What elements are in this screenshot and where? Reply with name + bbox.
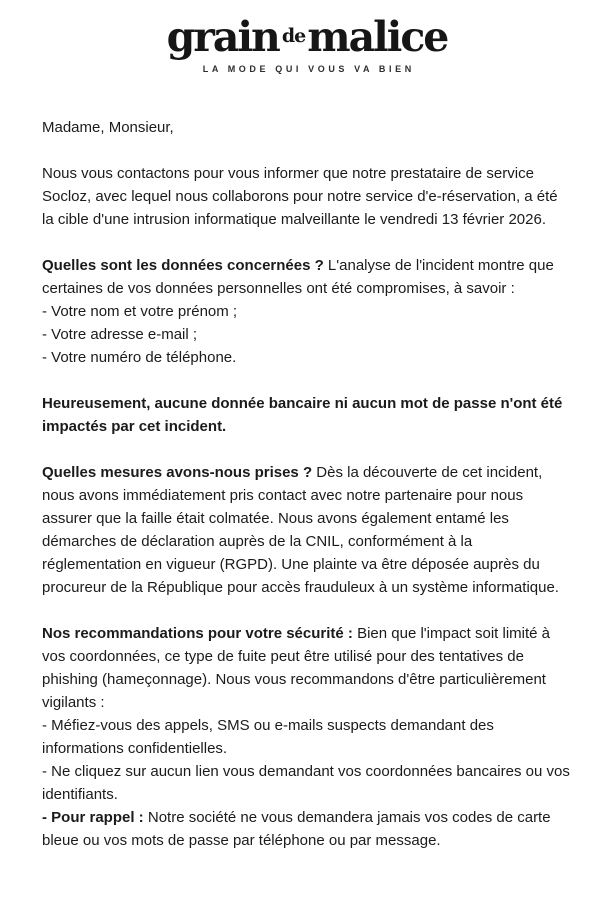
reminder-text: Notre société ne vous demandera jamais vos codes de carte bleue ou vos mots de passe par téléphone ou par message. (42, 809, 551, 850)
recommendation-item-calls: - Méfiez-vous des appels, SMS ou e-mails suspects demandant des informations confidentielles. (42, 717, 494, 758)
measures-heading: Quelles mesures avons-nous prises ? (42, 464, 313, 482)
recommendation-item-links: - Ne cliquez sur aucun lien vous demandant vos coordonnées bancaires ou vos identifiants. (42, 763, 570, 804)
measures-text: Dès la découverte de cet incident, nous avons immédiatement pris contact avec notre partenaire pour nous assurer que la faille était colmatée. Nous avons également entamé les démarches de déclaration auprès de la CNIL, conformément à la réglementation en vigueur (RGPD). Une plainte va être déposée auprès du procureur de la République pour accès frauduleux à un système informatique. (42, 464, 559, 597)
reminder-heading: - Pour rappel : (42, 809, 144, 827)
reassurance-paragraph (42, 392, 572, 438)
data-concerned-paragraph (42, 254, 572, 369)
measures-paragraph (42, 461, 572, 599)
intro-paragraph: Nous vous contactons pour vous informer que notre prestataire de service Socloz, avec lequel nous collaborons pour notre service d'e-réservation, a été la cible d'une intrusion informatique malveillante le vendredi 13 février 2026. (42, 165, 558, 229)
recommendations-heading: Nos recommandations pour votre sécurité : (42, 625, 353, 643)
data-item-phone: - Votre numéro de téléphone. (42, 349, 237, 367)
data-item-email: - Votre adresse e-mail ; (42, 326, 198, 344)
recommendations-text: Bien que l'impact soit limité à vos coordonnées, ce type de fuite peut être utilisé pour des tentatives de phishing (hameçonnage). Nous vous recommandons d'être particulièrement vigilants : (42, 625, 551, 712)
brand-tagline: LA MODE QUI VOUS VA BIEN (202, 64, 415, 75)
brand-wordmark-grain: grain (166, 13, 279, 61)
recommendations-paragraph (42, 622, 572, 852)
brand-logo (0, 0, 614, 74)
email-content (0, 116, 614, 852)
brand-wordmark-malice: malice (307, 13, 448, 61)
salutation: Madame, Monsieur, (42, 119, 174, 137)
recommendation-reminder (42, 806, 572, 852)
data-concerned-heading: Quelles sont les données concernées ? (42, 257, 324, 275)
data-concerned-text: L'analyse de l'incident montre que certaines de vos données personnelles ont été compromises, à savoir : (42, 257, 554, 298)
brand-wordmark-de: de (281, 25, 306, 47)
data-item-name: - Votre nom et votre prénom ; (42, 303, 238, 321)
reassurance-text: Heureusement, aucune donnée bancaire ni aucun mot de passe n'ont été impactés par cet incident. (42, 395, 563, 436)
brand-wordmark (0, 13, 614, 61)
